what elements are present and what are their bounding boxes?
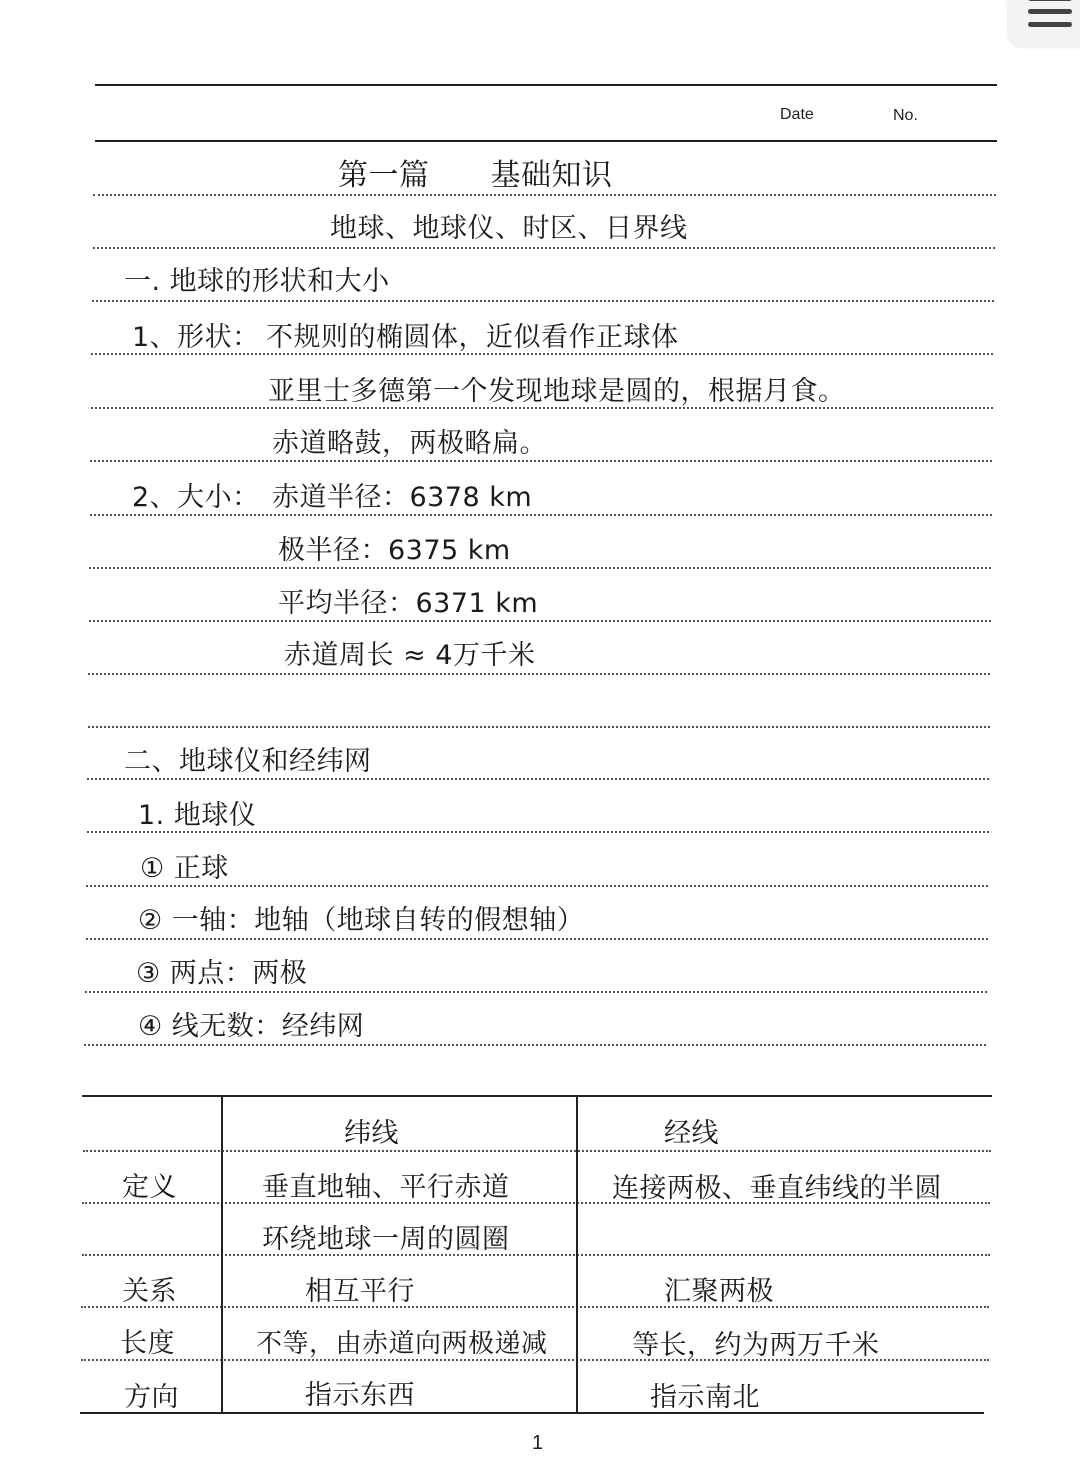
menu-icon-bar [1028,9,1072,14]
shape-label: 1、形状： [132,322,260,353]
ruling-line [90,460,992,462]
size-item: 赤道周长 ≈ 4万千米 [284,640,536,671]
size-item: 极半径：6375 km [278,535,511,566]
table-col-divider [221,1096,223,1412]
header-bottom-rule [95,140,997,142]
table-bottom-border [80,1412,984,1414]
ruling-line [92,300,994,302]
table-row-line [81,1306,989,1308]
table-cell-lat: 垂直地轴、平行赤道 [262,1172,510,1203]
table-cell-lat: 不等，由赤道向两极递减 [256,1329,548,1359]
globe-item: ④ 线无数：经纬网 [138,1011,365,1042]
section2-heading: 二、地球仪和经纬网 [124,746,372,777]
page-subtitle: 地球、地球仪、时区、日界线 [330,213,688,244]
section1-heading: 一. 地球的形状和大小 [124,266,390,297]
shape-line-1: 不规则的椭圆体，近似看作正球体 [266,322,679,353]
table-cell-lat: 环绕地球一周的圆圈 [262,1224,510,1255]
ruling-line [85,991,987,993]
table-header-longitude: 经线 [664,1118,719,1149]
ruling-line [89,620,991,622]
table-row-line [83,1150,991,1152]
table-row-label: 方向 [124,1382,179,1413]
ruling-line [86,885,988,887]
menu-icon [1028,0,1072,1]
size-item: 赤道半径：6378 km [272,482,533,513]
table-cell-lon: 汇聚两极 [664,1276,774,1307]
ruling-line [87,778,989,780]
no-label: No. [893,107,918,124]
table-row-label: 长度 [120,1328,175,1359]
table-col-divider [576,1096,578,1412]
size-item: 平均半径：6371 km [278,588,539,619]
globe-item: ② 一轴：地轴（地球自转的假想轴） [138,905,585,936]
globe-subheading: 1. 地球仪 [138,800,257,831]
ruling-line [90,514,992,516]
ruling-line [88,673,990,675]
page-number: 1 [532,1432,544,1454]
size-label: 2、大小： [132,482,260,513]
table-row-label: 定义 [122,1172,177,1203]
page-title: 第一篇 基础知识 [338,158,613,193]
header-top-rule [95,84,997,86]
table-cell-lat: 指示东西 [305,1380,415,1411]
shape-line-3: 赤道略鼓，两极略扁。 [272,428,547,459]
globe-item: ③ 两点：两极 [136,958,308,989]
menu-icon-bar [1028,22,1072,27]
shape-line-2: 亚里士多德第一个发现地球是圆的，根据月食。 [268,376,846,407]
table-top-border [82,1095,992,1097]
ruling-line [93,247,995,249]
globe-item: ① 正球 [140,853,229,884]
table-cell-lon: 等长，约为两万千米 [632,1330,880,1361]
table-cell-lon: 指示南北 [650,1382,760,1413]
table-cell-lat: 相互平行 [305,1276,415,1307]
ruling-line [93,194,996,196]
ruling-line [88,726,990,728]
table-cell-lon: 连接两极、垂直纬线的半圆 [612,1173,942,1204]
menu-button[interactable] [1008,0,1080,46]
table-row-line [82,1254,990,1256]
date-label: Date [780,106,814,123]
table-header-latitude: 纬线 [344,1118,399,1149]
ruling-line [86,938,988,940]
table-row-label: 关系 [122,1276,177,1307]
ruling-line [84,1044,986,1046]
ruling-line [89,567,991,569]
